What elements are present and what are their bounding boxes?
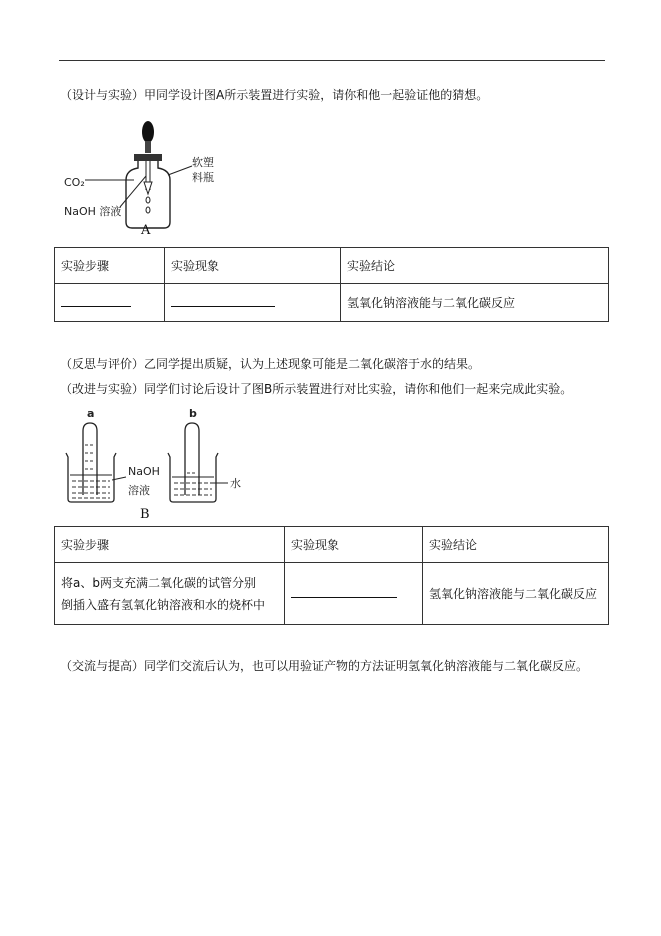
label-bottle-1: 软塑 (192, 156, 214, 169)
exchange-text: （交流与提高）同学们交流后认为，也可以用验证产物的方法证明氢氧化钠溶液能与二氧化碳反应。 (60, 659, 589, 673)
figure-a-apparatus (60, 118, 230, 240)
t1-header-step: 实验步骤 (55, 248, 165, 284)
t2-step-line-1: 将a、b两支充满二氧化碳的试管分别 (61, 575, 256, 590)
t2-phenomenon-blank[interactable] (291, 587, 397, 598)
table-2 (54, 526, 609, 625)
t2-step-line-2: 倒插入盛有氢氧化钠溶液和水的烧杯中 (61, 597, 266, 612)
dropper-neck (145, 141, 151, 153)
beaker-a-liquid-hatch (72, 481, 110, 498)
figure-b-apparatus (60, 405, 260, 507)
naoh-leader (120, 176, 146, 207)
t1-step-blank-cell[interactable] (55, 284, 165, 322)
t1-step-blank[interactable] (61, 296, 131, 307)
label-b: b (189, 407, 197, 420)
dropper-tip (144, 182, 152, 194)
improve-text: （改进与实验）同学们讨论后设计了图B所示装置进行对比实验，请你和他们一起来完成此实验。 (60, 382, 573, 396)
t2-step (55, 563, 285, 625)
t2-conclusion: 氢氧化钠溶液能与二氧化碳反应 (423, 563, 609, 625)
dropper-bulb (142, 121, 154, 143)
t2-header-phenomenon: 实验现象 (285, 527, 423, 563)
table-2-row (55, 563, 609, 625)
t1-header-phenomenon: 实验现象 (165, 248, 341, 284)
beaker-a (66, 453, 116, 502)
header-rule (59, 60, 605, 61)
reflect-text: （反思与评价）乙同学提出质疑，认为上述现象可能是二氧化碳溶于水的结果。 (60, 357, 481, 371)
label-naoh-solution: NaOH 溶液 (64, 205, 122, 218)
t2-phenomenon-blank-cell[interactable] (285, 563, 423, 625)
label-co2: CO₂ (64, 176, 85, 189)
label-bottle-2: 料瓶 (192, 171, 214, 184)
beaker-b-liquid-hatch (174, 483, 212, 495)
table-1-row (55, 284, 609, 322)
t1-conclusion: 氢氧化钠溶液能与二氧化碳反应 (341, 284, 609, 322)
t1-phenomenon-blank[interactable] (171, 296, 275, 307)
test-tube-a-liquid (85, 445, 95, 469)
label-naoh-b-2: 溶液 (128, 484, 150, 497)
intro-design-text: （设计与实验）甲同学设计图A所示装置进行实验，请你和他一起验证他的猜想。 (60, 88, 489, 102)
t1-header-conclusion: 实验结论 (341, 248, 609, 284)
drop-2 (146, 207, 150, 213)
table-1 (54, 247, 609, 322)
t1-phenomenon-blank-cell[interactable] (165, 284, 341, 322)
label-a: a (87, 407, 95, 420)
figure-a-caption: A (141, 223, 151, 238)
figure-b-caption: B (140, 507, 150, 522)
stopper (134, 154, 162, 161)
label-water: 水 (230, 477, 241, 490)
table-2-header-row (55, 527, 609, 563)
t2-header-conclusion: 实验结论 (423, 527, 609, 563)
bottle-leader (168, 166, 192, 175)
table-1-header-row (55, 248, 609, 284)
drop-1 (146, 197, 150, 203)
t2-header-step: 实验步骤 (55, 527, 285, 563)
label-naoh-b-1: NaOH (128, 465, 160, 478)
test-tube-a (83, 423, 97, 495)
test-tube-b (185, 423, 199, 495)
